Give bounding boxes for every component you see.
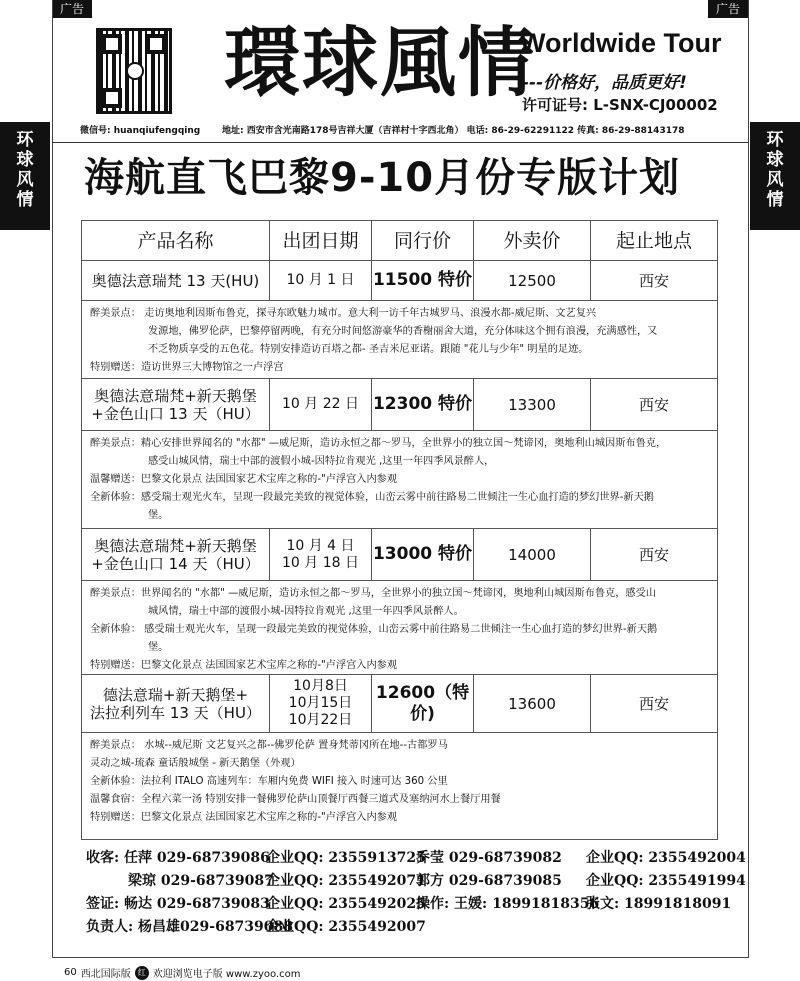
retail-price xyxy=(474,261,591,300)
retail-price xyxy=(474,379,591,430)
origin-city xyxy=(591,529,717,580)
origin-city xyxy=(591,379,717,430)
description-line: 醉美景点： 水城--威尼斯 文艺复兴之都--佛罗伦萨 置身梵蒂冈所在地--古都罗马 xyxy=(90,740,448,751)
product-row xyxy=(82,379,717,431)
contact-entry: 企业QQ: 2355491994 xyxy=(586,873,746,889)
peer-price-line: 12600（特价) xyxy=(375,683,470,724)
departure-date xyxy=(270,529,372,580)
product-row xyxy=(82,261,717,301)
side-tab-left xyxy=(0,122,50,230)
departure-date-line: 10 月 22 日 xyxy=(282,396,359,413)
peer-price-line: 12300 特价 xyxy=(372,394,473,415)
edition-name: 西北国际版 xyxy=(80,969,131,980)
side-tab-char: 风 xyxy=(766,170,784,190)
peer-price xyxy=(372,529,474,580)
contact-entry: 企业QQ: 2355492025 xyxy=(266,896,426,912)
product-row xyxy=(82,675,717,733)
product-name-line: 奥德法意瑞梵+新天鹅堡 xyxy=(94,536,257,555)
product-description xyxy=(82,431,717,529)
origin-city-line: 西安 xyxy=(638,271,669,290)
retail-price-line: 12500 xyxy=(508,271,556,290)
origin-city-line: 西安 xyxy=(638,545,669,564)
product-name-line: 奥德法意瑞梵+新天鹅堡 xyxy=(94,386,257,405)
itinerary-table xyxy=(81,220,718,840)
contact-entry: 企业QQ: 2355913725 xyxy=(266,850,426,866)
header-col-date: 出团日期 xyxy=(270,221,372,261)
description-line: 醉美景点： 走访奥地利因斯布鲁克，探寻东欧魅力城市。意大利一访千年古城罗马、浪漫水都-威尼斯、文艺复兴 xyxy=(90,308,597,319)
ad-label-right: 广告 xyxy=(708,0,748,18)
product-name-line: 德法意瑞+新天鹅堡+ xyxy=(102,685,249,704)
product-name xyxy=(82,379,270,430)
footer xyxy=(64,965,300,980)
departure-date-line: 10 月 4 日 xyxy=(286,537,355,554)
page-number: 60 xyxy=(64,967,77,978)
page-title: 海航直飞巴黎9-10月份专版计划 xyxy=(84,155,681,201)
description-line: 灵动之城-琉森 童话般城堡 - 新天鹅堡（外观） xyxy=(90,758,301,769)
product-name xyxy=(82,529,270,580)
qr-code-icon xyxy=(96,28,172,114)
brand-logo: 環球風情 xyxy=(224,18,536,107)
side-tab-char: 球 xyxy=(766,150,784,170)
departure-date-line: 10月15日 xyxy=(288,695,353,712)
contact-entry: 郭方 029-68739085 xyxy=(416,873,562,889)
description-line: 全新体验： 感受瑞士观光火车，呈现一段最完美致的视觉体验，山峦云雾中前往路易二世倾注一生心血打造的梦幻世界-新天鹅 xyxy=(90,624,658,635)
departure-date-line: 10月8日 xyxy=(293,678,348,695)
slogan: ---价格好，品质更好! xyxy=(522,73,687,93)
table-header-row xyxy=(82,221,717,261)
peer-price xyxy=(372,675,474,732)
side-tab-char: 环 xyxy=(766,130,784,150)
product-name xyxy=(82,675,270,732)
side-tab-char: 环 xyxy=(16,130,34,150)
contact-entry: 负责人: 杨昌雄029-68739088 xyxy=(86,919,294,935)
description-line: 不乏物质享受的五色花。特别安排造访百塔之都- 圣吉米尼亚诺。跟随 "花儿与少年" 明星的足迹。 xyxy=(148,344,589,355)
origin-city xyxy=(591,675,717,732)
departure-date-line: 10月22日 xyxy=(288,711,353,728)
contact-entry: 张文: 18991818091 xyxy=(586,896,732,912)
contact-entry: 企业QQ: 2355492007 xyxy=(266,919,426,935)
header-col-retail: 外卖价 xyxy=(474,221,591,261)
departure-date xyxy=(270,261,372,300)
retail-price xyxy=(474,529,591,580)
product-name-line: +金色山口 14 天（HU） xyxy=(91,554,260,573)
retail-price xyxy=(474,675,591,732)
retail-price-line: 14000 xyxy=(508,545,556,564)
departure-date xyxy=(270,379,372,430)
departure-date-line: 10 月 18 日 xyxy=(282,554,359,571)
brand-english: Worldwide Tour xyxy=(520,28,722,58)
contact-entry: 企业QQ: 2355492004 xyxy=(586,850,746,866)
peer-price xyxy=(372,379,474,430)
description-line: 醉美景点：世界闻名的 "水都" —威尼斯，造访永恒之都～罗马，全世界小的独立国～梵谛冈，奥地利山城因斯布鲁克，感受山 xyxy=(90,588,656,599)
description-line: 发源地，佛罗伦萨，巴黎停留两晚，有充分时间悠游豪华的香榭丽舍大道，充分体味这个拥有浪漫，充满感性，又 xyxy=(148,326,658,337)
product-name-line: +金色山口 13 天（HU） xyxy=(91,404,260,423)
side-tab-char: 风 xyxy=(16,170,34,190)
header-col-origin: 起止地点 xyxy=(615,229,692,252)
contact-entry: 操作: 王媛: 18991818356 xyxy=(416,896,600,912)
origin-city xyxy=(591,261,717,300)
product-row xyxy=(82,529,717,581)
side-tab-char: 情 xyxy=(766,190,784,210)
header-col-peer-price: 同行价 xyxy=(372,221,474,261)
contact-entry: 梁琼 029-68739087 xyxy=(128,873,274,889)
origin-city-line: 西安 xyxy=(638,395,669,414)
side-tab-char: 情 xyxy=(16,190,34,210)
side-tab-right xyxy=(750,122,800,230)
description-line: 全新体验：感受瑞士观光火车，呈现一段最完美致的视觉体验，山峦云雾中前往路易二世倾注一生心血打造的梦幻世界-新天鹅 xyxy=(90,492,654,503)
contact-entry: 乔莹 029-68739082 xyxy=(416,850,562,866)
ad-label-left: 广告 xyxy=(52,0,92,18)
product-description xyxy=(82,733,717,839)
description-line: 温馨食宿：全程六菜一汤 特别安排一餐佛罗伦萨山顶餐厅西餐三道式及塞纳河水上餐厅用餐 xyxy=(90,794,501,805)
origin-city-line: 西安 xyxy=(638,694,669,713)
description-line: 特别赠送：造访世界三大博物馆之一卢浮宫 xyxy=(90,362,284,373)
departure-date xyxy=(270,675,372,732)
license-number: 许可证号: L-SNX-CJ00002 xyxy=(522,96,718,114)
product-description xyxy=(82,301,717,379)
retail-price-line: 13300 xyxy=(508,395,556,414)
product-name-line: 法拉利列车 13 天（HU） xyxy=(90,703,261,722)
description-line: 全新体验：法拉利 ITALO 高速列车：车厢内免费 WIFI 接入 时速可达 360 公里 xyxy=(90,776,448,787)
contact-entry: 收客: 任萍 029-68739086 xyxy=(86,850,270,866)
footer-link[interactable]: 欢迎浏览电子版 www.zyoo.com xyxy=(152,969,301,980)
description-line: 特别赠送：巴黎文化景点 法国国家艺术宝库之称的-"卢浮宫入内参观 xyxy=(90,660,398,671)
description-line: 感受山城风情，瑞士中部的渡假小城-因特拉肯观光 ,这里一年四季风景醉人， xyxy=(148,456,495,467)
wechat-id: 微信号: huanqiufengqing xyxy=(80,126,201,136)
description-line: 堡。 xyxy=(148,642,169,653)
contact-entry: 企业QQ: 2355492071 xyxy=(266,873,426,889)
description-line: 温馨赠送：巴黎文化景点 法国国家艺术宝库之称的-"卢浮宫入内参观 xyxy=(90,474,398,485)
edition-badge-icon: 红 xyxy=(135,966,149,980)
peer-price-line: 11500 特价 xyxy=(372,270,473,291)
peer-price xyxy=(372,261,474,300)
side-tab-char: 球 xyxy=(16,150,34,170)
peer-price-line: 13000 特价 xyxy=(372,544,473,565)
address-line: 地址: 西安市含光南路178号吉祥大厦（吉祥村十字西北角） 电话: 86-29-62291122 传真: 86-29-88143178 xyxy=(222,126,685,136)
product-description xyxy=(82,581,717,675)
header xyxy=(52,0,749,143)
description-line: 城风情，瑞士中部的渡假小城-因特拉肯观光 ,这里一年四季风景醉人。 xyxy=(148,606,464,617)
product-name xyxy=(82,261,270,300)
contact-entry: 签证: 畅达 029-68739083 xyxy=(86,896,270,912)
description-line: 堡。 xyxy=(148,510,169,521)
header-col-product: 产品名称 xyxy=(82,221,270,261)
retail-price-line: 13600 xyxy=(508,694,556,713)
departure-date-line: 10 月 1 日 xyxy=(286,272,355,289)
description-line: 醉美景点：精心安排世界闻名的 "水都" —威尼斯，造访永恒之都～罗马，全世界小的独立国～梵谛冈，奥地利山城因斯布鲁克， xyxy=(90,438,667,449)
product-name-line: 奥德法意瑞梵 13 天(HU) xyxy=(91,271,260,290)
description-line: 特别赠送：巴黎文化景点 法国国家艺术宝库之称的-"卢浮宫入内参观 xyxy=(90,812,398,823)
